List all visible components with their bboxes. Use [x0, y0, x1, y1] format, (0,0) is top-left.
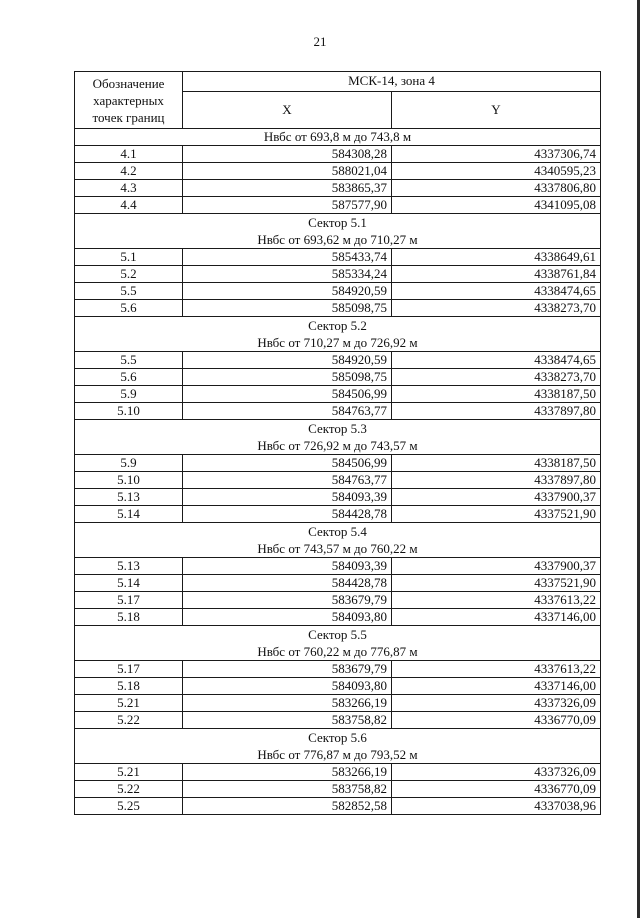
- table-row: [75, 506, 601, 523]
- point-designation-header: Обозначение характерных точек границ: [75, 72, 183, 129]
- y-coordinate-cell: 4338474,65: [392, 352, 601, 369]
- section-header: [75, 214, 601, 249]
- sector-title: Сектор 5.2: [308, 318, 367, 333]
- elevation-range: Нвбс от 693,62 м до 710,27 м: [257, 232, 418, 247]
- point-id-cell: 5.9: [75, 386, 183, 403]
- section-header-row: [75, 729, 601, 764]
- x-coordinate-cell: 584506,99: [183, 386, 392, 403]
- point-id-cell: 5.5: [75, 283, 183, 300]
- section-header: [75, 317, 601, 352]
- y-coordinate-cell: 4337521,90: [392, 575, 601, 592]
- section-header-row: [75, 626, 601, 661]
- table-row: [75, 197, 601, 214]
- section-header: [75, 420, 601, 455]
- table-row: [75, 781, 601, 798]
- section-header-row: [75, 214, 601, 249]
- coordinates-table: [74, 71, 601, 815]
- point-id-cell: 5.14: [75, 575, 183, 592]
- point-id-cell: 5.13: [75, 489, 183, 506]
- y-coordinate-cell: 4337146,00: [392, 609, 601, 626]
- y-coordinate-cell: 4337806,80: [392, 180, 601, 197]
- table-row: [75, 798, 601, 815]
- y-coordinate-cell: 4337897,80: [392, 472, 601, 489]
- y-coordinate-cell: 4337326,09: [392, 695, 601, 712]
- table-row: [75, 283, 601, 300]
- y-coordinate-cell: 4338187,50: [392, 455, 601, 472]
- table-row: [75, 558, 601, 575]
- elevation-range: Нвбс от 776,87 м до 793,52 м: [257, 747, 418, 762]
- y-coordinate-cell: 4341095,08: [392, 197, 601, 214]
- table-row: [75, 609, 601, 626]
- table-row: [75, 386, 601, 403]
- table-row: [75, 592, 601, 609]
- section-header-row: [75, 420, 601, 455]
- y-coordinate-cell: 4337897,80: [392, 403, 601, 420]
- header-row: [75, 72, 601, 92]
- point-id-cell: 5.5: [75, 352, 183, 369]
- sector-title: Сектор 5.5: [308, 627, 367, 642]
- section-header-row: [75, 129, 601, 146]
- x-coordinate-cell: 585098,75: [183, 369, 392, 386]
- table-row: [75, 300, 601, 317]
- sector-title: Сектор 5.6: [308, 730, 367, 745]
- elevation-range: Нвбс от 760,22 м до 776,87 м: [257, 644, 418, 659]
- y-coordinate-cell: 4338474,65: [392, 283, 601, 300]
- point-id-cell: 5.21: [75, 764, 183, 781]
- y-coordinate-cell: 4337900,37: [392, 558, 601, 575]
- point-id-cell: 4.3: [75, 180, 183, 197]
- table-row: [75, 764, 601, 781]
- x-coordinate-cell: 583266,19: [183, 764, 392, 781]
- point-id-cell: 5.14: [75, 506, 183, 523]
- x-coordinate-cell: 585098,75: [183, 300, 392, 317]
- x-coordinate-cell: 584763,77: [183, 472, 392, 489]
- elevation-range: Нвбс от 743,57 м до 760,22 м: [257, 541, 418, 556]
- point-id-cell: 5.1: [75, 249, 183, 266]
- y-coordinate-cell: 4340595,23: [392, 163, 601, 180]
- y-coordinate-cell: 4338187,50: [392, 386, 601, 403]
- elevation-range: Нвбс от 693,8 м до 743,8 м: [263, 129, 412, 144]
- x-coordinate-cell: 584428,78: [183, 575, 392, 592]
- x-coordinate-cell: 584093,39: [183, 489, 392, 506]
- section-header: [75, 523, 601, 558]
- y-coordinate-cell: 4336770,09: [392, 781, 601, 798]
- x-coordinate-cell: 584093,80: [183, 609, 392, 626]
- y-coordinate-cell: 4337613,22: [392, 592, 601, 609]
- section-header: [75, 626, 601, 661]
- elevation-range: Нвбс от 710,27 м до 726,92 м: [257, 335, 418, 350]
- table-body: [75, 72, 601, 815]
- y-coordinate-cell: 4337521,90: [392, 506, 601, 523]
- table-row: [75, 369, 601, 386]
- x-coordinate-cell: 584428,78: [183, 506, 392, 523]
- x-coordinate-cell: 584920,59: [183, 352, 392, 369]
- y-coordinate-cell: 4338273,70: [392, 369, 601, 386]
- point-id-cell: 5.10: [75, 472, 183, 489]
- y-coordinate-cell: 4338649,61: [392, 249, 601, 266]
- y-coordinate-cell: 4338761,84: [392, 266, 601, 283]
- table-row: [75, 678, 601, 695]
- sector-title: Сектор 5.4: [308, 524, 367, 539]
- table-row: [75, 180, 601, 197]
- point-id-cell: 4.1: [75, 146, 183, 163]
- page-number: 21: [313, 34, 327, 49]
- section-header: [75, 729, 601, 764]
- x-coordinate-cell: 584093,80: [183, 678, 392, 695]
- x-coordinate-cell: 583865,37: [183, 180, 392, 197]
- x-coordinate-cell: 582852,58: [183, 798, 392, 815]
- table-row: [75, 661, 601, 678]
- x-coordinate-cell: 584506,99: [183, 455, 392, 472]
- x-coordinate-cell: 585334,24: [183, 266, 392, 283]
- y-coordinate-cell: 4337038,96: [392, 798, 601, 815]
- point-id-cell: 5.22: [75, 712, 183, 729]
- table-row: [75, 249, 601, 266]
- point-id-cell: 5.2: [75, 266, 183, 283]
- point-id-cell: 5.9: [75, 455, 183, 472]
- point-id-cell: 5.17: [75, 592, 183, 609]
- table-row: [75, 489, 601, 506]
- table-row: [75, 695, 601, 712]
- x-coordinate-cell: 588021,04: [183, 163, 392, 180]
- point-id-cell: 5.17: [75, 661, 183, 678]
- x-coordinate-cell: 584763,77: [183, 403, 392, 420]
- x-coordinate-cell: 585433,74: [183, 249, 392, 266]
- table-row: [75, 146, 601, 163]
- table-row: [75, 403, 601, 420]
- section-header-row: [75, 523, 601, 558]
- x-column-header: X: [183, 91, 392, 128]
- point-id-cell: 5.18: [75, 678, 183, 695]
- y-coordinate-cell: 4337326,09: [392, 764, 601, 781]
- x-coordinate-cell: 583758,82: [183, 712, 392, 729]
- table-row: [75, 163, 601, 180]
- section-header-row: [75, 317, 601, 352]
- x-coordinate-cell: 584093,39: [183, 558, 392, 575]
- table-row: [75, 575, 601, 592]
- x-coordinate-cell: 587577,90: [183, 197, 392, 214]
- table-row: [75, 352, 601, 369]
- point-id-cell: 5.25: [75, 798, 183, 815]
- y-coordinate-cell: 4338273,70: [392, 300, 601, 317]
- point-id-cell: 5.10: [75, 403, 183, 420]
- point-id-cell: 5.18: [75, 609, 183, 626]
- table-row: [75, 455, 601, 472]
- x-coordinate-cell: 583266,19: [183, 695, 392, 712]
- x-coordinate-cell: 584308,28: [183, 146, 392, 163]
- table-row: [75, 712, 601, 729]
- point-id-cell: 5.13: [75, 558, 183, 575]
- point-id-cell: 5.22: [75, 781, 183, 798]
- x-coordinate-cell: 584920,59: [183, 283, 392, 300]
- y-coordinate-cell: 4337306,74: [392, 146, 601, 163]
- elevation-range: Нвбс от 726,92 м до 743,57 м: [257, 438, 418, 453]
- table-row: [75, 472, 601, 489]
- section-header: [75, 129, 601, 146]
- sector-title: Сектор 5.3: [308, 421, 367, 436]
- y-coordinate-cell: 4337900,37: [392, 489, 601, 506]
- y-coordinate-cell: 4337613,22: [392, 661, 601, 678]
- coordinate-system-header: МСК-14, зона 4: [183, 72, 601, 92]
- y-coordinate-cell: 4336770,09: [392, 712, 601, 729]
- x-coordinate-cell: 583679,79: [183, 592, 392, 609]
- x-coordinate-cell: 583758,82: [183, 781, 392, 798]
- point-id-cell: 5.6: [75, 369, 183, 386]
- point-id-cell: 4.2: [75, 163, 183, 180]
- y-coordinate-cell: 4337146,00: [392, 678, 601, 695]
- point-id-cell: 5.6: [75, 300, 183, 317]
- table-row: [75, 266, 601, 283]
- y-column-header: Y: [392, 91, 601, 128]
- x-coordinate-cell: 583679,79: [183, 661, 392, 678]
- point-id-cell: 5.21: [75, 695, 183, 712]
- sector-title: Сектор 5.1: [308, 215, 367, 230]
- point-id-cell: 4.4: [75, 197, 183, 214]
